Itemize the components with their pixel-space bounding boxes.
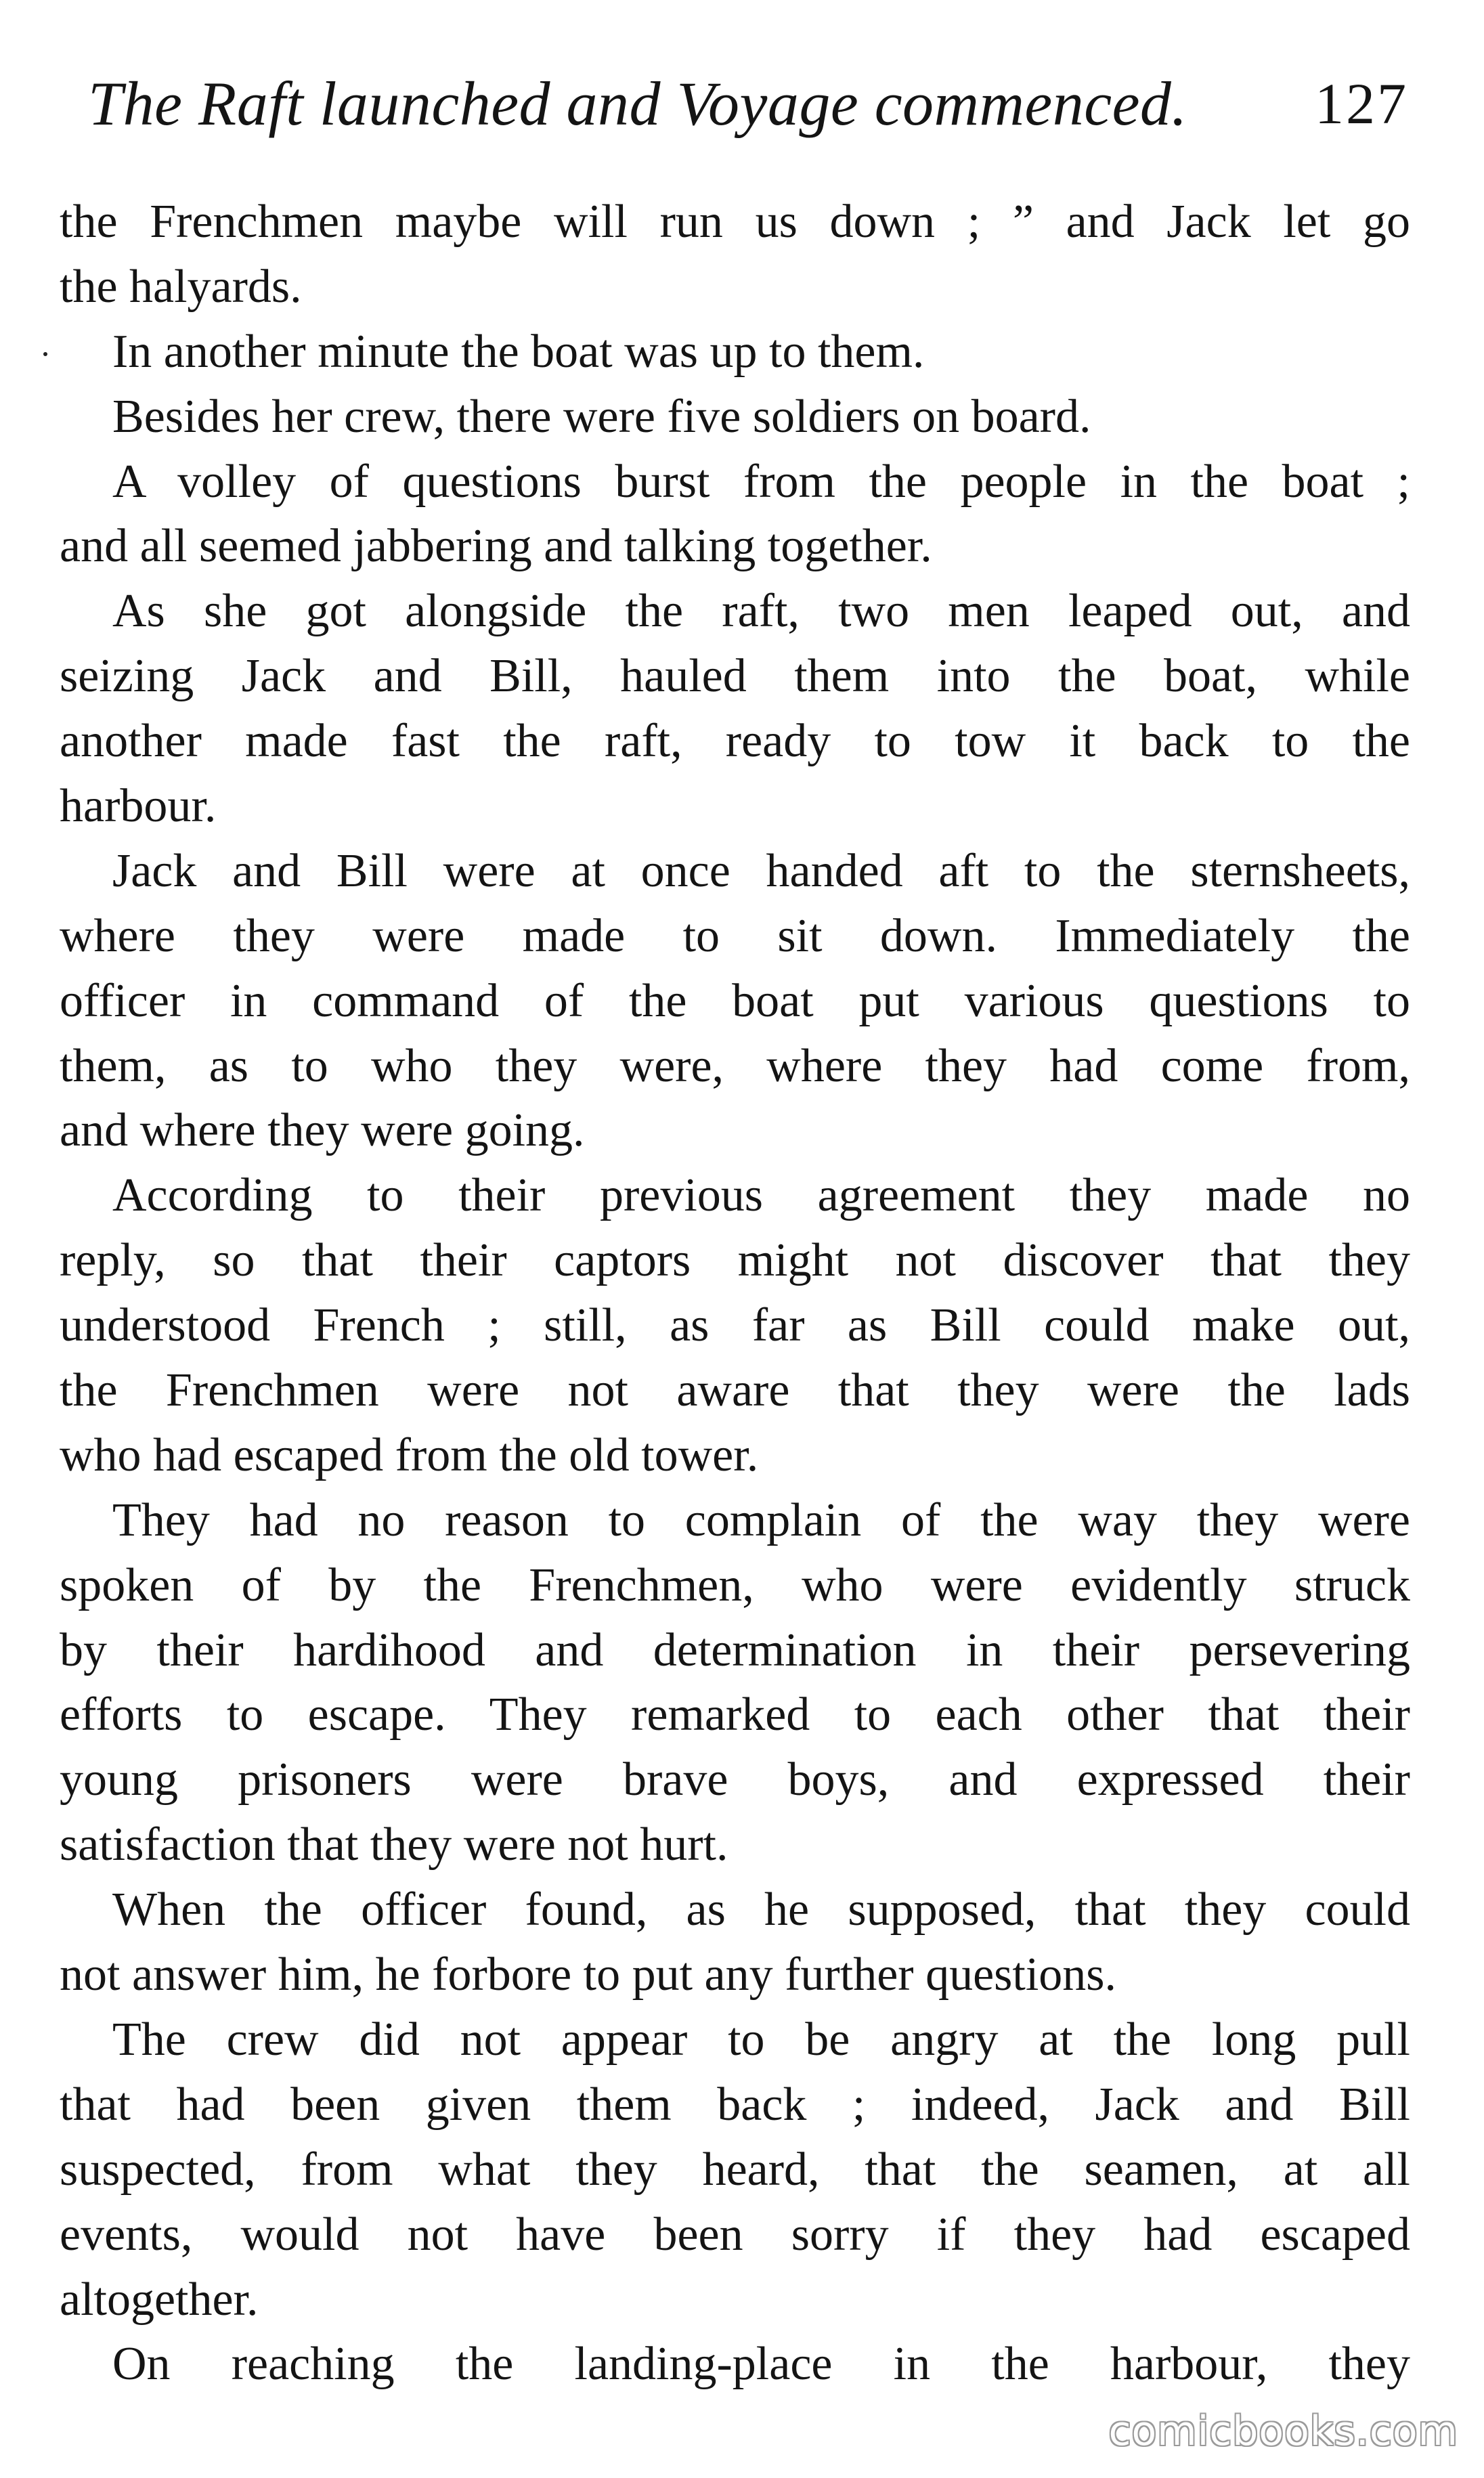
text-line: the halyards. xyxy=(60,260,302,313)
page-number: 127 xyxy=(1315,71,1408,136)
text-line: When the officer found, as he supposed, that they could xyxy=(112,1884,1410,1936)
text-line: who had escaped from the old tower. xyxy=(60,1429,759,1481)
text-line: According to their previous agreement they made no xyxy=(112,1169,1410,1222)
text-line: harbour. xyxy=(60,780,217,833)
text-line: efforts to escape. They remarked to each other that their xyxy=(60,1689,1410,1741)
text-line: The crew did not appear to be angry at the long pull xyxy=(112,2013,1410,2066)
text-line: and where they were going. xyxy=(60,1104,585,1157)
text-line: suspected, from what they heard, that the seamen, at all xyxy=(60,2143,1410,2196)
text-line: the Frenchmen were not aware that they were the lads xyxy=(60,1364,1410,1417)
running-title: The Raft launched and Voyage commenced. xyxy=(88,69,1187,138)
watermark: comicbooks.com xyxy=(1108,2408,1458,2455)
text-line: A volley of questions burst from the people in the boat ; xyxy=(112,455,1410,508)
text-line: another made fast the raft, ready to tow it back to the xyxy=(60,715,1410,768)
text-line: altogether. xyxy=(60,2273,259,2326)
text-line: officer in command of the boat put various questions to xyxy=(60,974,1410,1027)
text-line: satisfaction that they were not hurt. xyxy=(60,1819,728,1871)
text-line: them, as to who they were, where they had come from, xyxy=(60,1039,1410,1092)
text-line: that had been given them back ; indeed, Jack and Bill xyxy=(60,2078,1410,2131)
text-line: seizing Jack and Bill, hauled them into the boat, while xyxy=(60,650,1410,703)
text-line: As she got alongside the raft, two men leaped out, and xyxy=(112,585,1410,638)
text-line: Besides her crew, there were five soldiers on board. xyxy=(112,390,1091,443)
body-text xyxy=(60,190,1410,2397)
text-line: Jack and Bill were at once handed aft to the sternsheets, xyxy=(112,844,1410,897)
text-line: understood French ; still, as far as Bill could make out, xyxy=(60,1299,1410,1352)
text-line: spoken of by the Frenchmen, who were evidently struck xyxy=(60,1559,1410,1611)
text-line: On reaching the landing-place in the harbour, they xyxy=(112,2338,1410,2391)
running-head xyxy=(88,53,1408,154)
text-line: They had no reason to complain of the way they were xyxy=(112,1494,1410,1546)
text-line: the Frenchmen maybe will run us down ; ” and Jack let go xyxy=(60,196,1410,248)
stray-ink-mark xyxy=(43,352,47,356)
text-line: reply, so that their captors might not discover that they xyxy=(60,1234,1410,1287)
text-line: young prisoners were brave boys, and expressed their xyxy=(60,1754,1410,1806)
text-line: by their hardihood and determination in their persevering xyxy=(60,1624,1410,1676)
text-line: events, would not have been sorry if they had escaped xyxy=(60,2208,1410,2261)
text-line: not answer him, he forbore to put any further questions. xyxy=(60,1949,1117,2001)
text-line: and all seemed jabbering and talking together. xyxy=(60,520,932,573)
text-line: where they were made to sit down. Immediately the xyxy=(60,909,1410,962)
text-line: In another minute the boat was up to them. xyxy=(112,325,925,378)
